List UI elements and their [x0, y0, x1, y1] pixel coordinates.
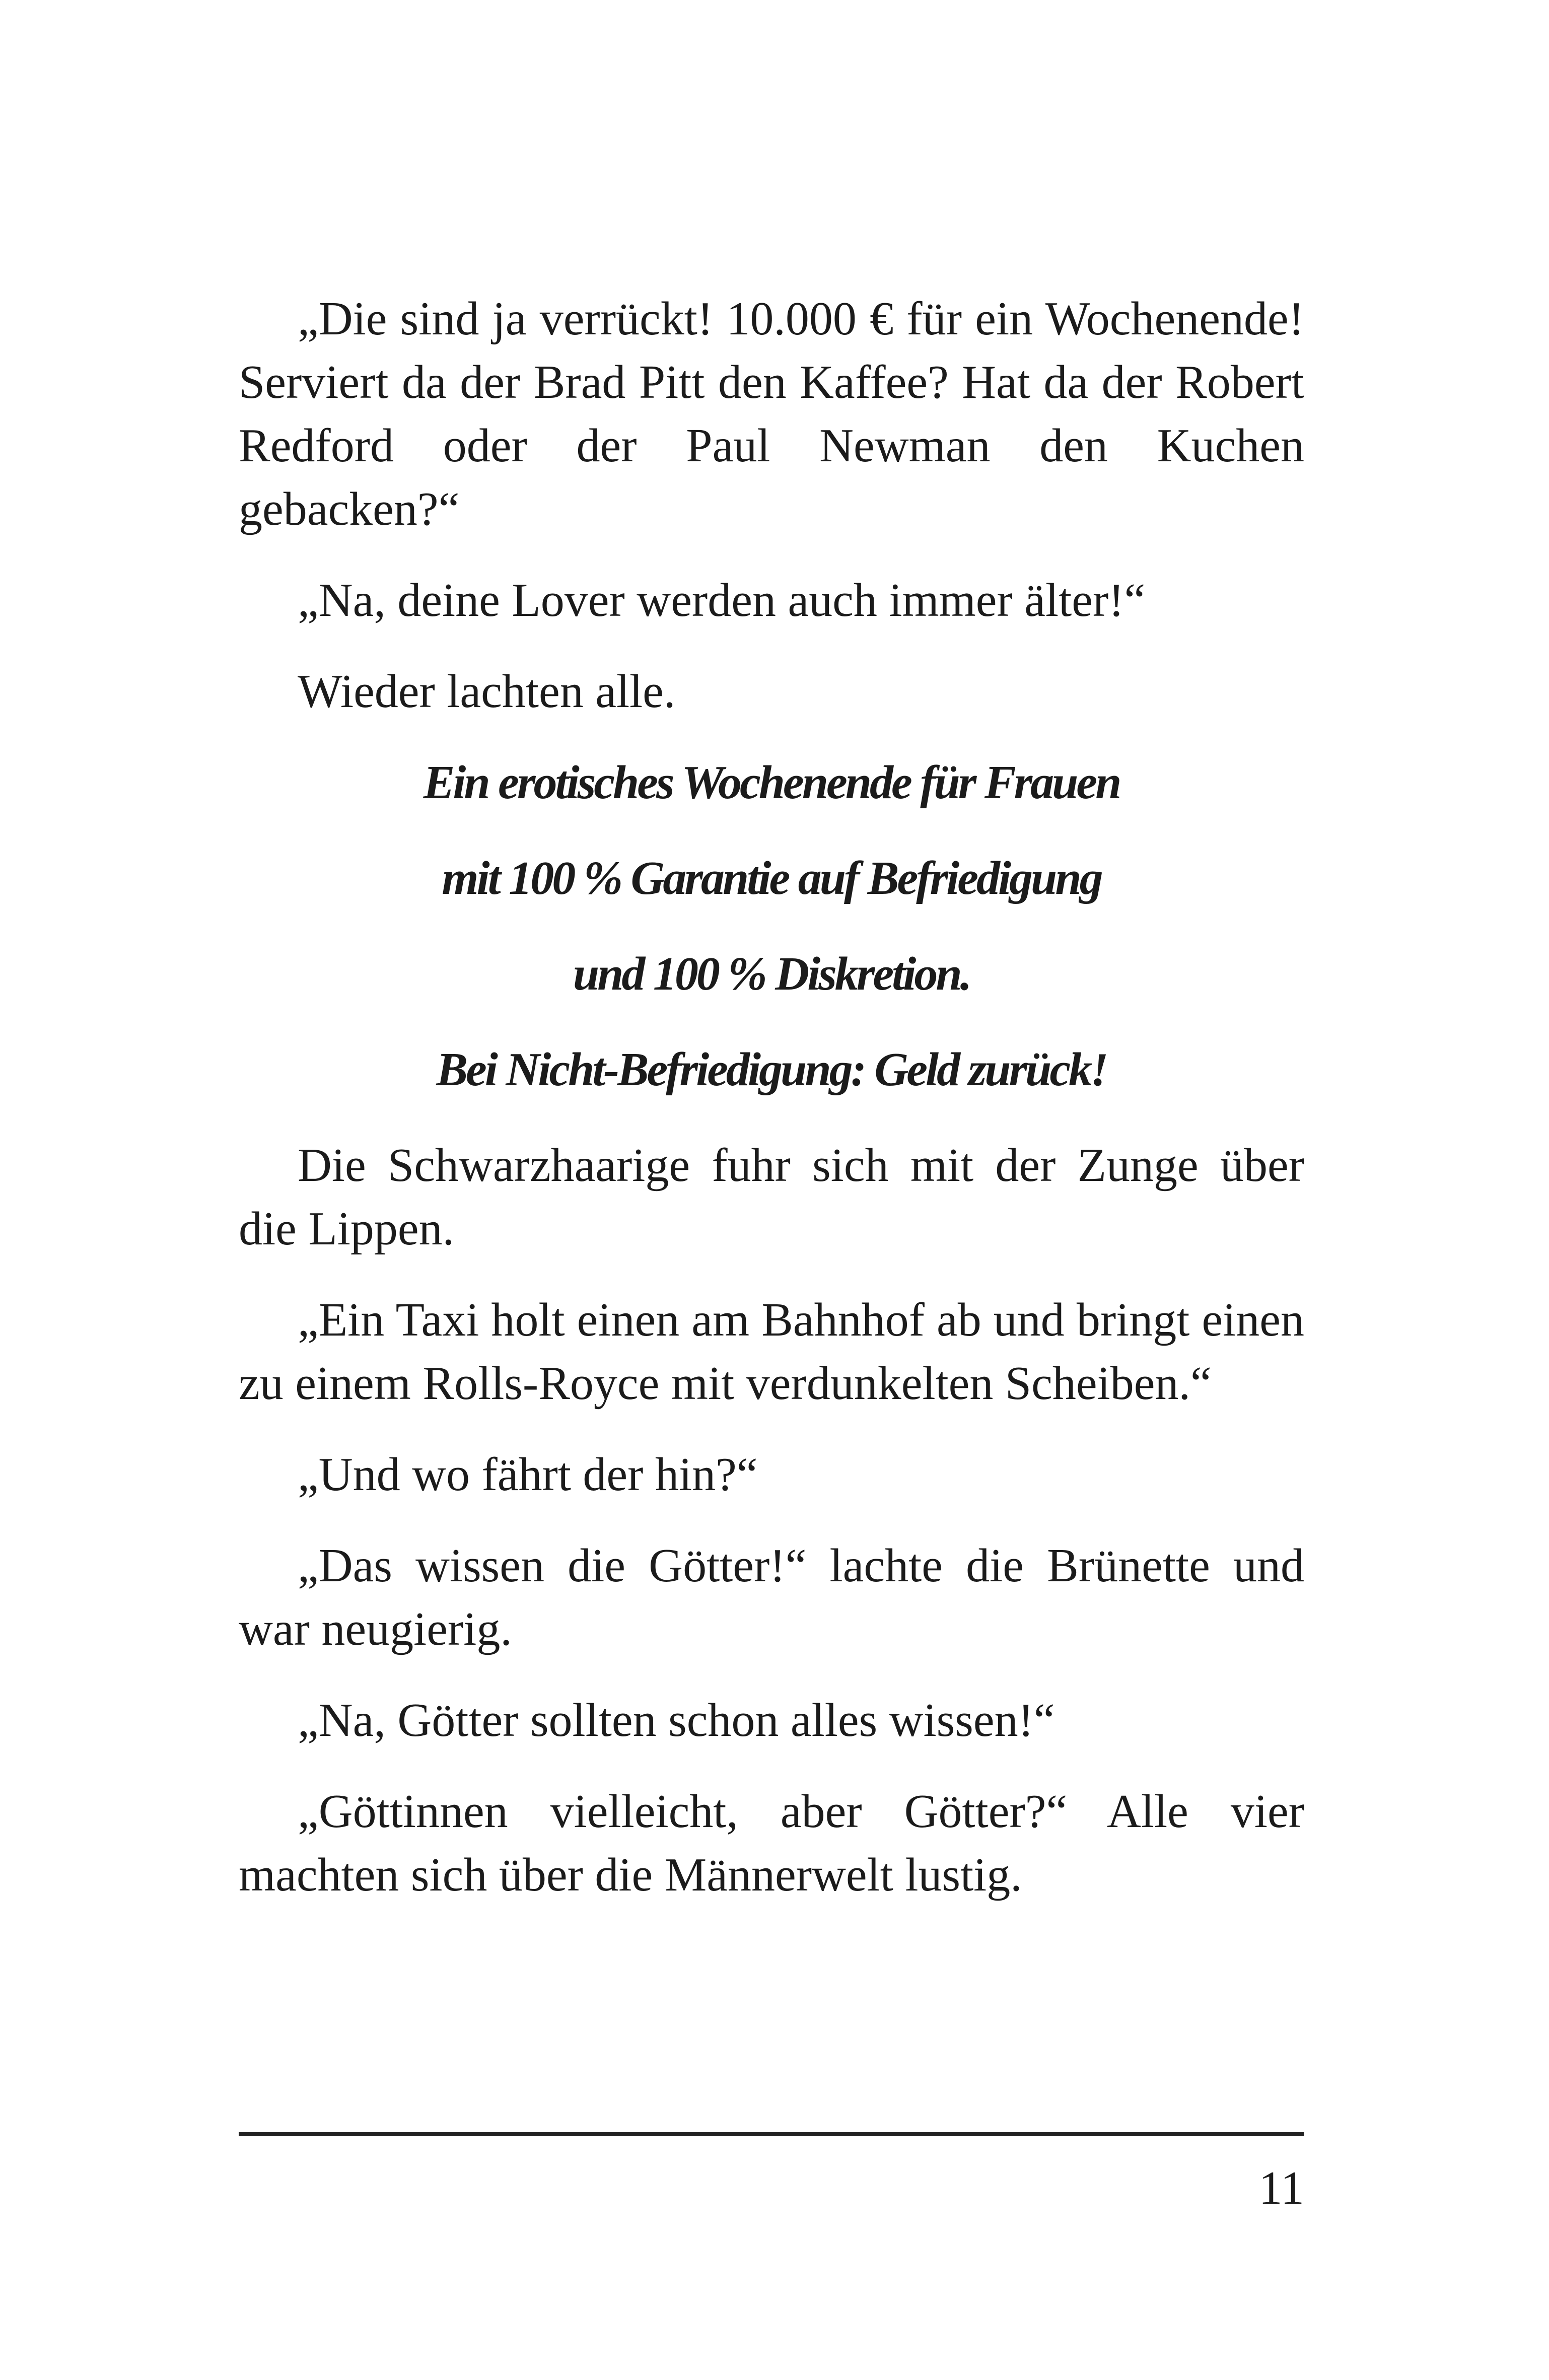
paragraph-goddesses: „Göttinnen vielleicht, aber Götter?“ Alle vier machten sich über die Männerwelt lustig. — [239, 1785, 1304, 1901]
advertisement-line: Ein erotisches Wochenende für Frauen — [423, 756, 1120, 809]
page-number: 11 — [1258, 2162, 1304, 2214]
paragraph-gods-know: „Das wissen die Götter!“ lachte die Brünette und war neugierig. — [239, 1539, 1304, 1655]
paragraph-black-haired: Die Schwarzhaarige fuhr sich mit der Zunge über die Lippen. — [239, 1139, 1304, 1255]
paragraph-brad-pitt: „Die sind ja verrückt! 10.000 € für ein Wochenende! Serviert da der Brad Pitt den Kaffee? Hat da der Robert Redford oder der Paul Newman den Kuchen gebacken?“ — [239, 293, 1304, 535]
paragraph-gods-should-know: „Na, Götter sollten schon alles wissen!“ — [298, 1694, 1055, 1746]
paragraph-where-to: „Und wo fährt der hin?“ — [298, 1448, 758, 1501]
page-body — [239, 287, 1304, 1934]
paragraph-lover: „Na, deine Lover werden auch immer älter!“ — [298, 574, 1146, 626]
paragraph-laughed: Wieder lachten alle. — [298, 665, 676, 718]
advertisement-block — [239, 751, 1304, 1101]
footer-divider — [239, 2132, 1304, 2136]
paragraph-taxi: „Ein Taxi holt einen am Bahnhof ab und bringt einen zu einem Rolls-Royce mit verdunkelten Scheiben.“ — [239, 1294, 1304, 1410]
advertisement-line: und 100 % Diskretion. — [573, 948, 970, 1000]
advertisement-line: mit 100 % Garantie auf Befriedigung — [442, 852, 1101, 904]
advertisement-line: Bei Nicht-Befriedigung: Geld zurück! — [436, 1043, 1107, 1096]
